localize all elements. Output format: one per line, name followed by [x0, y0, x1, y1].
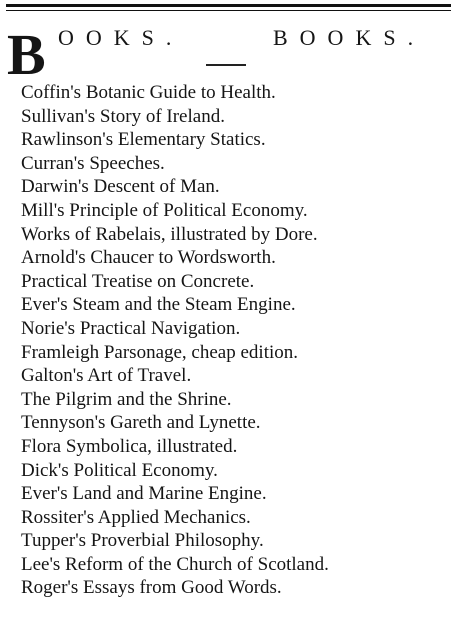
list-item: Arnold's Chaucer to Wordsworth. [21, 247, 276, 269]
list-item: Tupper's Proverbial Philosophy. [21, 530, 264, 552]
list-item: Works of Rabelais, illustrated by Dore. [21, 223, 318, 245]
heading-first-word: OOKS. [58, 25, 184, 50]
list-item: Tennyson's Gareth and Lynette. [21, 412, 261, 434]
list-item: Darwin's Descent of Man. [21, 176, 220, 198]
list-item: Flora Symbolica, illustrated. [21, 435, 238, 457]
book-list [21, 81, 329, 600]
list-item: Lee's Reform of the Church of Scotland. [21, 553, 329, 575]
list-item: Roger's Essays from Good Words. [21, 577, 282, 599]
list-item: Ever's Land and Marine Engine. [21, 483, 267, 505]
list-item: The Pilgrim and the Shrine. [21, 388, 232, 410]
list-item: Coffin's Botanic Guide to Health. [21, 82, 276, 103]
top-rule-thick [6, 4, 451, 7]
list-item: Rawlinson's Elementary Statics. [21, 129, 266, 151]
top-rule-thin [6, 10, 451, 11]
list-item: Ever's Steam and the Steam Engine. [21, 294, 296, 316]
list-item: Rossiter's Applied Mechanics. [21, 506, 251, 528]
heading-dash [206, 64, 246, 66]
list-item: Framleigh Parsonage, cheap edition. [21, 341, 299, 363]
list-item: Mill's Principle of Political Economy. [21, 199, 308, 221]
list-item: Galton's Art of Travel. [21, 365, 192, 387]
list-item: Practical Treatise on Concrete. [21, 270, 255, 292]
advertisement-heading [6, 20, 451, 87]
list-item: Norie's Practical Navigation. [21, 317, 241, 339]
heading-second-word: BOOKS. [273, 25, 426, 50]
drop-cap: B [7, 22, 46, 87]
list-item: Dick's Political Economy. [21, 459, 218, 481]
list-item: Curran's Speeches. [21, 152, 165, 174]
list-item: Sullivan's Story of Ireland. [21, 105, 225, 127]
